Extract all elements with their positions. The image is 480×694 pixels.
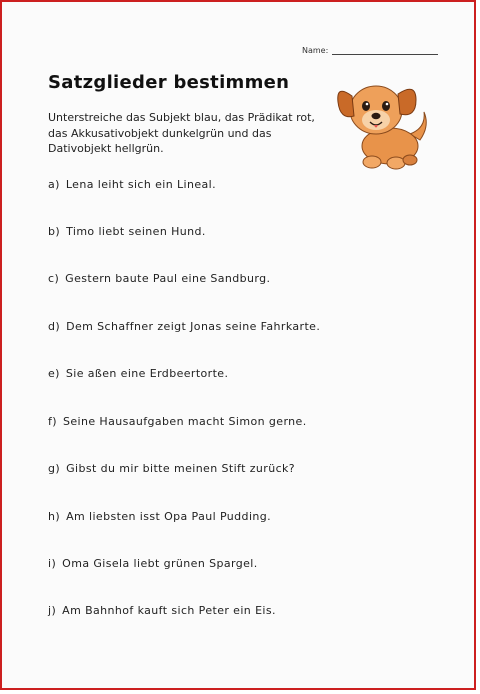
task-sentence: Timo liebt seinen Hund. bbox=[66, 225, 206, 238]
name-label: Name: bbox=[302, 46, 329, 55]
name-field bbox=[302, 46, 438, 55]
task-f bbox=[48, 415, 307, 428]
task-label: j) bbox=[48, 604, 57, 617]
task-label: f) bbox=[48, 415, 57, 428]
task-sentence: Am liebsten isst Opa Paul Pudding. bbox=[66, 510, 272, 523]
page-title: Satzglieder bestimmen bbox=[48, 72, 290, 93]
task-sentence: Gibst du mir bitte meinen Stift zurück? bbox=[66, 462, 296, 475]
task-j bbox=[48, 604, 276, 617]
task-sentence: Gestern baute Paul eine Sandburg. bbox=[65, 272, 271, 285]
task-label: c) bbox=[48, 272, 60, 285]
task-label: h) bbox=[48, 510, 61, 523]
task-g bbox=[48, 462, 295, 475]
task-sentence: Dem Schaffner zeigt Jonas seine Fahrkarte. bbox=[66, 320, 321, 333]
task-label: d) bbox=[48, 320, 61, 333]
task-label: i) bbox=[48, 557, 57, 570]
task-d bbox=[48, 320, 320, 333]
task-label: e) bbox=[48, 367, 60, 380]
task-a bbox=[48, 178, 216, 191]
puppy-icon bbox=[330, 68, 434, 172]
task-sentence: Am Bahnhof kauft sich Peter ein Eis. bbox=[62, 604, 276, 617]
task-sentence: Seine Hausaufgaben macht Simon gerne. bbox=[62, 415, 307, 428]
instructions-text: Unterstreiche das Subjekt blau, das Prädikat rot, das Akkusativobjekt dunkelgrün und das Dativobjekt hellgrün. bbox=[48, 111, 315, 155]
task-b bbox=[48, 225, 206, 238]
task-e bbox=[48, 367, 228, 380]
task-label: a) bbox=[48, 178, 60, 191]
task-i bbox=[48, 557, 258, 570]
task-label: b) bbox=[48, 225, 61, 238]
name-line[interactable] bbox=[332, 46, 438, 55]
task-h bbox=[48, 510, 271, 523]
task-sentence: Oma Gisela liebt grünen Spargel. bbox=[62, 557, 258, 570]
task-sentence: Lena leiht sich ein Lineal. bbox=[65, 178, 217, 191]
task-sentence: Sie aßen eine Erdbeertorte. bbox=[65, 367, 229, 380]
task-label: g) bbox=[48, 462, 61, 475]
task-c bbox=[48, 272, 270, 285]
